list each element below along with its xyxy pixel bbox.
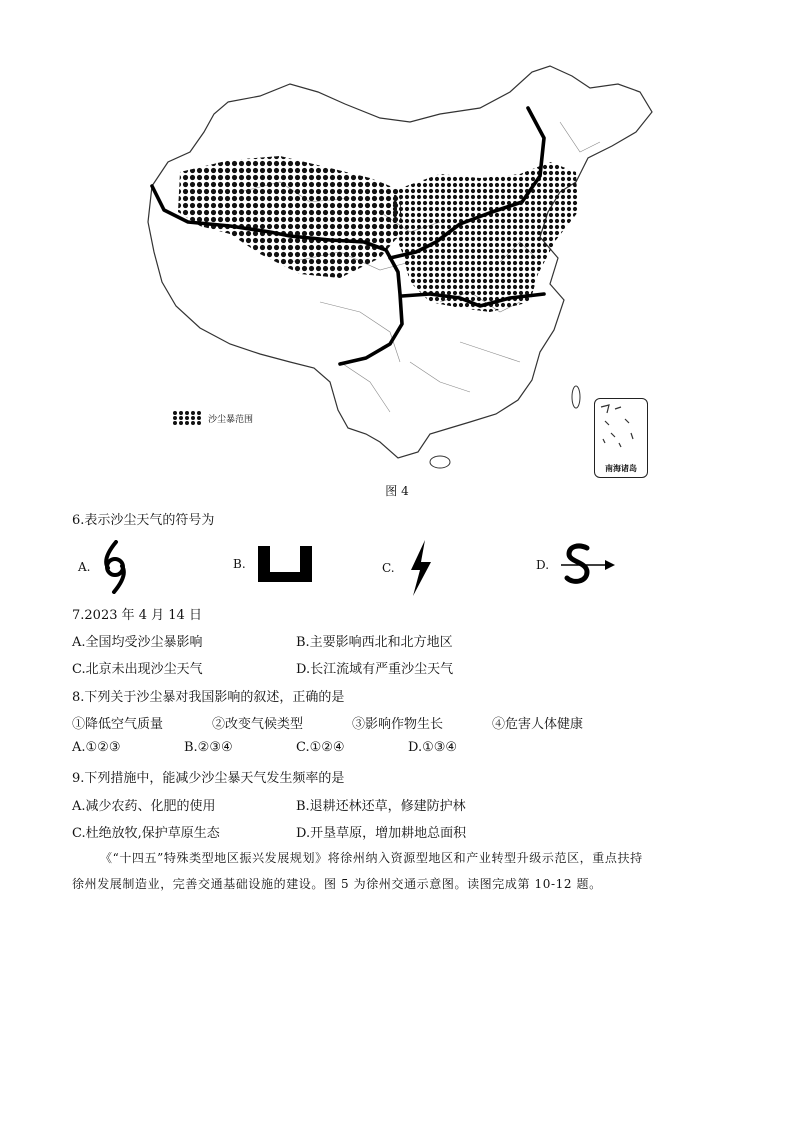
option-d[interactable] bbox=[536, 540, 619, 590]
option-letter: B. bbox=[233, 557, 246, 571]
option-a[interactable] bbox=[78, 540, 130, 594]
q8-option-b[interactable]: B.②③④ bbox=[184, 740, 233, 755]
q9-option-c[interactable]: C.杜绝放牧,保护草原生态 bbox=[72, 826, 220, 841]
question-6-stem: 6.表示沙尘天气的符号为 bbox=[72, 513, 215, 528]
question-7-stem: 7.2023 年 4 月 14 日 bbox=[72, 608, 202, 623]
q7-option-d[interactable]: D.长江流域有严重沙尘天气 bbox=[296, 662, 454, 677]
lightning-icon bbox=[405, 540, 435, 596]
south-china-sea-inset bbox=[594, 398, 648, 478]
sandstorm-s-arrow-icon bbox=[559, 540, 619, 590]
question-8-stem: 8.下列关于沙尘暴对我国影响的叙述，正确的是 bbox=[72, 690, 345, 705]
q8-option-c[interactable]: C.①②④ bbox=[296, 740, 345, 755]
option-letter: A. bbox=[78, 560, 91, 574]
intro-paragraph bbox=[72, 845, 732, 897]
q7-option-c[interactable]: C.北京未出现沙尘天气 bbox=[72, 662, 203, 677]
u-shape-icon bbox=[256, 540, 314, 588]
q8-statement-1: ①降低空气质量 bbox=[72, 717, 164, 732]
typhoon-icon bbox=[100, 540, 130, 594]
hainan-island bbox=[430, 456, 450, 468]
q7-option-a[interactable]: A.全国均受沙尘暴影响 bbox=[72, 635, 203, 650]
q7-option-b[interactable]: B.主要影响西北和北方地区 bbox=[296, 635, 453, 650]
q9-option-b[interactable]: B.退耕还林还草，修建防护林 bbox=[296, 799, 466, 814]
question-9-stem: 9.下列措施中，能减少沙尘暴天气发生频率的是 bbox=[72, 771, 345, 786]
inset-label: 南海诸岛 bbox=[605, 463, 637, 473]
legend-label: 沙尘暴范围 bbox=[208, 414, 254, 425]
q9-option-a[interactable]: A.减少农药、化肥的使用 bbox=[72, 799, 216, 814]
question-6-options bbox=[0, 540, 794, 596]
inset-islands bbox=[595, 399, 647, 459]
option-c[interactable] bbox=[382, 540, 435, 596]
q8-statement-2: ②改变气候类型 bbox=[212, 717, 304, 732]
dot-pattern-icon bbox=[172, 410, 202, 426]
option-b[interactable] bbox=[233, 540, 314, 588]
intro-line-2: 徐州发展制造业，完善交通基础设施的建设。图 5 为徐州交通示意图。读图完成第 10-12 题。 bbox=[72, 877, 602, 891]
q9-option-d[interactable]: D.开垦草原，增加耕地总面积 bbox=[296, 826, 467, 841]
q8-option-d[interactable]: D.①③④ bbox=[408, 740, 458, 755]
q8-option-a[interactable]: A.①②③ bbox=[72, 740, 121, 755]
taiwan-island bbox=[572, 386, 580, 408]
q8-statement-3: ③影响作物生长 bbox=[352, 717, 444, 732]
option-letter: D. bbox=[536, 558, 550, 572]
figure-caption: 图 4 bbox=[385, 484, 409, 498]
q8-statement-4: ④危害人体健康 bbox=[492, 717, 584, 732]
intro-line-1: 《“十四五”特殊类型地区振兴发展规划》将徐州纳入资源型地区和产业转型升级示范区，重点扶持 bbox=[100, 851, 643, 865]
option-letter: C. bbox=[382, 561, 395, 575]
map-legend bbox=[172, 410, 253, 426]
